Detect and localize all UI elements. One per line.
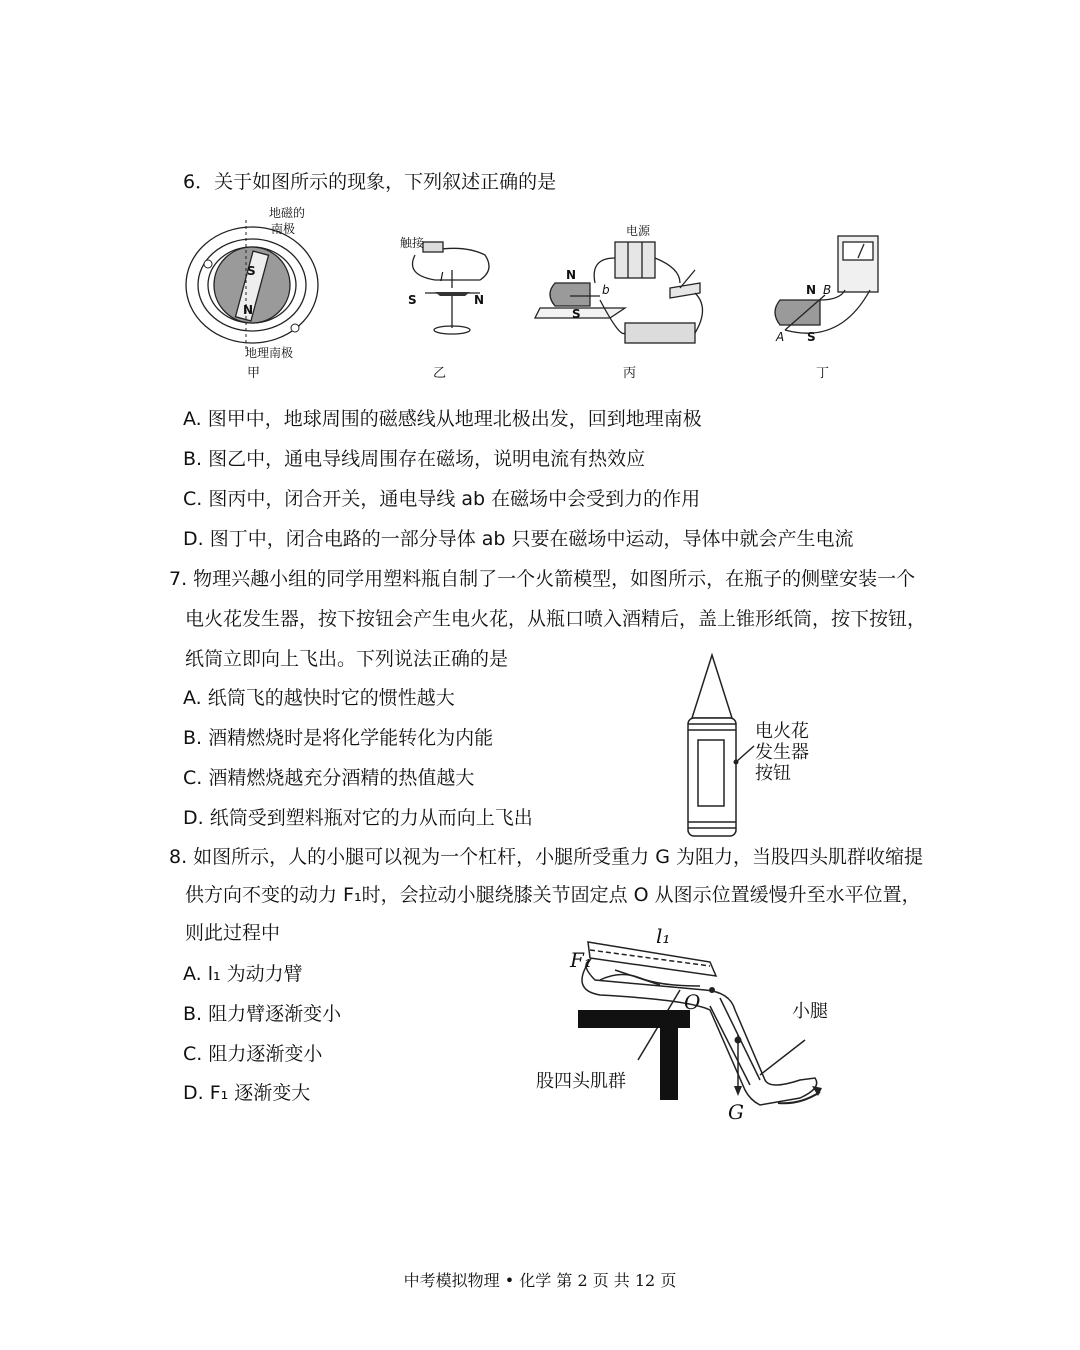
q7-stem-line-1: 7. 物理兴趣小组的同学用塑料瓶自制了一个火箭模型，如图所示，在瓶子的侧壁安装一个 [169, 568, 916, 590]
rocket-label-1: 电火花 [755, 721, 809, 742]
q8-stem-line-2: 供方向不变的动力 F₁时，会拉动小腿绕膝关节固定点 O 从图示位置缓慢升至水平位置， [185, 884, 921, 906]
table-leg [660, 1020, 678, 1100]
q6-stem: 6．关于如图所示的现象，下列叙述正确的是 [183, 171, 557, 193]
ding-b-label: B [823, 283, 832, 297]
l1-label: l₁ [656, 924, 671, 948]
q8-option-d: D. F₁ 逐渐变大 [183, 1082, 311, 1104]
page-footer: 中考模拟物理 • 化学 第 2 页 共 12 页 [403, 1271, 677, 1290]
q7-option-b: B. 酒精燃烧时是将化学能转化为内能 [183, 727, 494, 749]
bing-s-label: S [572, 307, 581, 321]
bing-power-label: 电源 [626, 224, 651, 238]
muscle-label: 股四头肌群 [536, 1071, 626, 1092]
ding-s-label: S [807, 330, 816, 344]
q7-stem-line-3: 纸筒立即向上飞出。下列说法正确的是 [185, 648, 509, 670]
jia-label-top: 地磁的 [269, 206, 306, 220]
q6-option-a: A. 图甲中，地球周围的磁感线从地理北极出发，回到地理南极 [183, 408, 702, 430]
magnet-n-label: N [243, 303, 254, 317]
jia-label-bottom: 地理南极 [245, 346, 294, 360]
q6-option-c: C. 图丙中，闭合开关，通电导线 ab 在磁场中会受到力的作用 [183, 488, 701, 510]
q7-option-d: D. 纸筒受到塑料瓶对它的力从而向上飞出 [183, 807, 533, 829]
q8-option-b: B. 阻力臂逐渐变小 [183, 1003, 342, 1025]
yi-touch-label: 触接 [400, 236, 425, 250]
q8-stem-line-1: 8. 如图所示，人的小腿可以视为一个杠杆，小腿所受重力 G 为阻力，当股四头肌群收缩提 [169, 846, 923, 868]
bing-b-label: b [602, 283, 610, 297]
q7-stem-line-2: 电火花发生器，按下按钮会产生电火花，从瓶口喷入酒精后，盖上锥形纸筒，按下按钮， [185, 608, 927, 630]
caption-yi: 乙 [433, 366, 447, 381]
leg-label: 小腿 [792, 1001, 828, 1022]
o-point-label: O [684, 990, 701, 1014]
caption-bing: 丙 [623, 366, 637, 381]
rocket-label-2: 发生器 [755, 742, 809, 763]
caption-jia: 甲 [247, 366, 261, 381]
q6-option-d: D. 图丁中，闭合电路的一部分导体 ab 只要在磁场中运动，导体中就会产生电流 [183, 528, 854, 550]
rocket-label-3: 按钮 [755, 763, 791, 784]
ding-n-label: N [806, 283, 817, 297]
q7-option-c: C. 酒精燃烧越充分酒精的热值越大 [183, 767, 475, 789]
jia-label-top2: 南极 [271, 222, 296, 236]
q8-stem-line-3: 则此过程中 [185, 922, 281, 944]
yi-s-label: S [408, 293, 417, 307]
magnet-s-label: S [247, 264, 256, 278]
f1-label: F₁ [570, 948, 592, 972]
q7-option-a: A. 纸筒飞的越快时它的惯性越大 [183, 687, 455, 709]
q8-option-a: A. l₁ 为动力臂 [183, 963, 303, 985]
figure-jia [180, 200, 330, 370]
ding-a-label: A [776, 330, 785, 344]
yi-current-label: I [440, 270, 444, 284]
q8-option-c: C. 阻力逐渐变小 [183, 1043, 323, 1065]
caption-ding: 丁 [816, 366, 830, 381]
yi-n-label: N [474, 293, 485, 307]
gravity-label: G [728, 1100, 744, 1124]
q6-option-b: B. 图乙中，通电导线周围存在磁场，说明电流有热效应 [183, 448, 646, 470]
bing-n-label: N [566, 268, 577, 282]
rocket-bottle-figure [680, 650, 760, 845]
figure-bing [530, 228, 710, 358]
